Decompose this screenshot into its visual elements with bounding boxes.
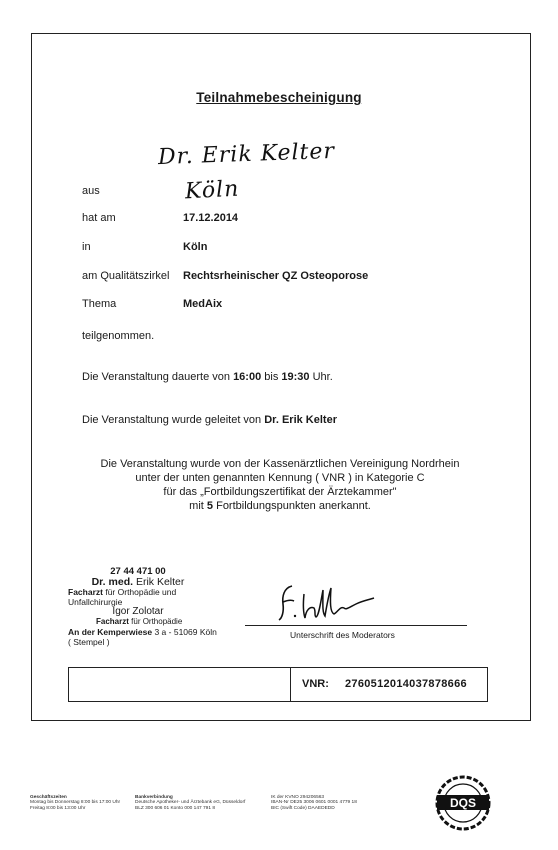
led-pre: Die Veranstaltung wurde geleitet von — [82, 414, 262, 426]
footer-bank-line-1: Deutsche Apotheker- und Ärztebank eG, Düsseldorf — [135, 800, 246, 806]
stamp-label: ( Stempel ) — [68, 637, 110, 647]
recognition-line-4-post: Fortbildungspunkten anerkannt. — [216, 500, 371, 512]
footer-ids-line-1: IK der KVNO 294206563 — [271, 795, 325, 800]
stamp-specialty — [58, 587, 218, 607]
vnr-divider — [290, 668, 291, 701]
participated-text: teilgenommen. — [82, 330, 155, 342]
duration-mid: bis — [264, 371, 279, 383]
stamp-address — [58, 627, 218, 637]
row-value-location: Köln — [183, 241, 208, 253]
row-label-origin: aus — [82, 185, 100, 197]
footer-hours-line-1: Montag bis Donnerstag 8:00 bis 17:00 Uhr — [30, 800, 121, 806]
recognition-line-1: Die Veranstaltung wurde von der Kassenärztlichen Vereinigung Nordrhein — [100, 458, 460, 470]
footer-bank-line-2: BLZ 300 606 01 Konto 000 147 791 8 — [135, 805, 216, 811]
signature-line — [245, 625, 467, 626]
footer-ids — [271, 795, 357, 811]
recognition-line-4-pre: mit — [189, 500, 204, 512]
row-value-circle: Rechtsrheinischer QZ Osteoporose — [183, 270, 369, 282]
duration-from: 16:00 — [233, 371, 262, 383]
duration-line — [82, 371, 333, 383]
row-label-topic: Thema — [82, 298, 117, 310]
vnr-label: VNR: — [302, 678, 329, 690]
stamp-phone: 27 44 471 00 — [110, 566, 166, 577]
led-name: Dr. Erik Kelter — [264, 414, 337, 426]
stamp-second-specialty-text: für Orthopädie — [131, 617, 183, 626]
signature-label: Unterschrift des Moderators — [290, 630, 395, 640]
recognition-line-2: unter der unten genannten Kennung ( VNR ) in Kategorie C — [135, 472, 425, 484]
duration-to: 19:30 — [281, 371, 310, 383]
row-label-location: in — [82, 241, 91, 253]
stamp-specialty-text: für Orthopädie und Unfallchirurgie — [68, 587, 177, 607]
stamp-doctor — [58, 577, 218, 587]
row-value-date: 17.12.2014 — [183, 212, 239, 224]
moderator-signature — [270, 580, 390, 622]
stamp-address-bold: An der Kemperwiese — [68, 627, 153, 637]
duration-post: Uhr. — [312, 371, 333, 383]
footer-hours-line-2: Freitag 8:00 bis 13:00 Uhr — [30, 805, 86, 811]
footer-hours-title: Geschäftszeiten — [30, 795, 67, 800]
stamp-doctor-name: Erik Kelter — [135, 576, 185, 588]
dqs-certification-logo — [432, 775, 494, 831]
vnr-value: 2760512014037878666 — [345, 678, 467, 690]
stamp-address-text: 3 a - 51069 Köln — [154, 627, 217, 637]
recognition-paragraph — [50, 457, 510, 513]
row-label-date: hat am — [82, 212, 116, 224]
footer-bank-title: Bankverbindung — [135, 795, 173, 800]
page-title: Teilnahmebescheinigung — [196, 90, 362, 105]
row-value-topic: MedAix — [183, 298, 223, 310]
led-line — [82, 414, 337, 426]
footer-ids-line-3: BIC (Swift Code) DAAEDEDD — [271, 805, 335, 811]
footer-ids-line-2: IBAN-Nr DE25 3006 0601 0001 4779 18 — [271, 800, 357, 806]
logo-text: DQS — [449, 796, 477, 810]
vnr-box — [68, 667, 488, 702]
duration-pre: Die Veranstaltung dauerte von — [82, 371, 230, 383]
stamp-second-specialty-bold: Facharzt — [96, 617, 129, 626]
stamp-second-specialty — [58, 617, 218, 627]
row-label-circle: am Qualitätszirkel — [82, 270, 170, 282]
recognition-line-4 — [50, 499, 510, 513]
stamp-doctor-prefix: Dr. med. — [91, 576, 134, 588]
stamp-second-doctor: Igor Zolotar — [112, 606, 164, 617]
participant-name-handwritten: Dr. Erik Kelter — [157, 138, 336, 171]
footer-hours — [30, 795, 120, 811]
recognition-line-3: für das „Fortbildungszertifikat der Ärztekammer" — [163, 486, 397, 498]
stamp-specialty-bold: Facharzt — [68, 587, 103, 597]
footer-bank — [135, 795, 245, 811]
recognition-points: 5 — [206, 500, 214, 512]
practice-stamp — [58, 567, 218, 647]
row-value-origin-handwritten: Köln — [184, 176, 240, 205]
